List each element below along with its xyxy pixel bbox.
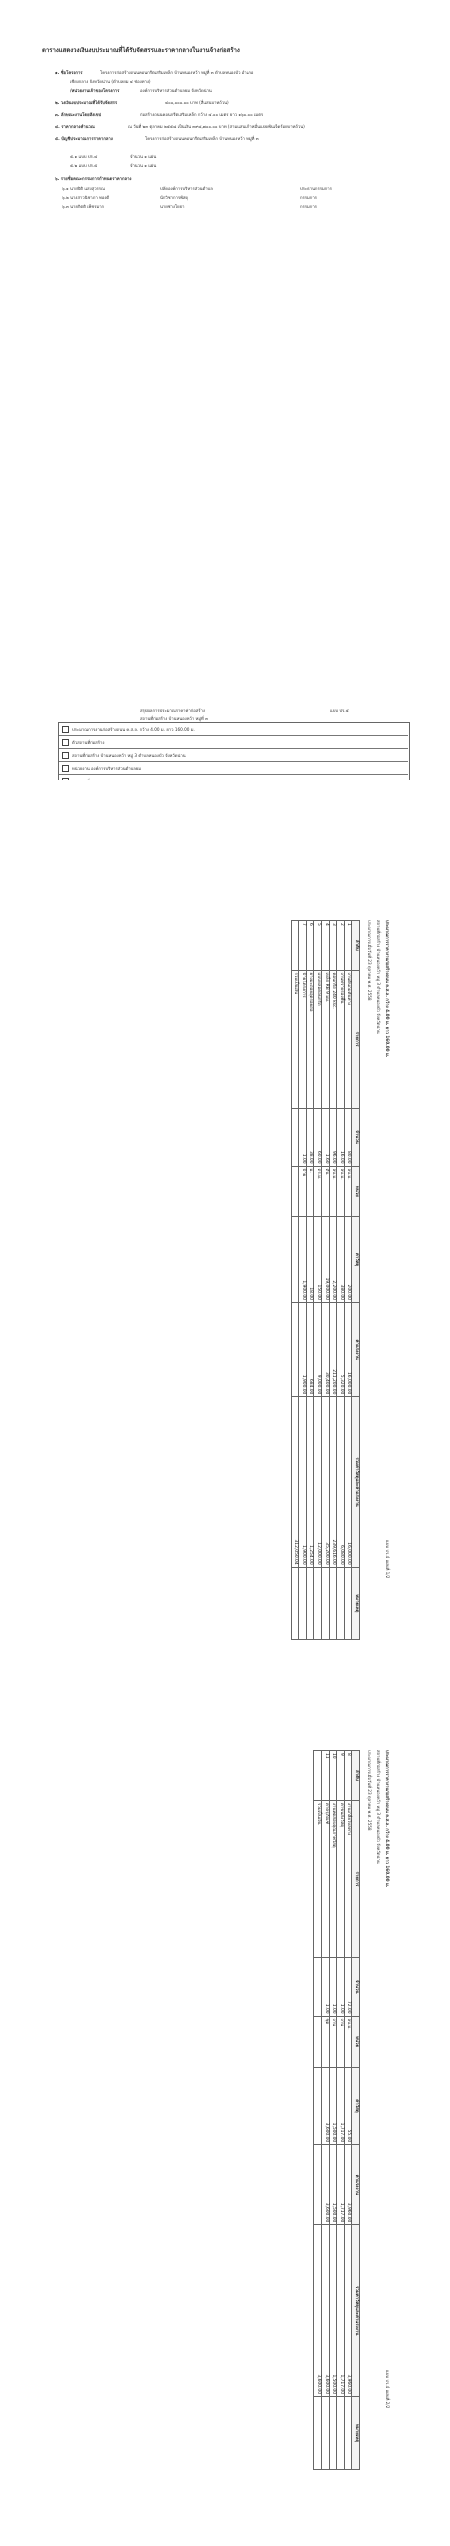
- cell-total: 12,000.00: [314, 1397, 322, 1567]
- page-1-summary: [0, 0, 450, 360]
- pr4-items-table: [313, 1750, 360, 2470]
- cell-labour: 1,900.00: [299, 1302, 307, 1396]
- item1-unit-value: องค์การบริหารส่วนตำบลยม จังหวัดน่าน: [140, 88, 212, 93]
- committee-name: ๖.๓ นายกิตติ เพ็ชรมาก: [62, 204, 105, 209]
- table-row: [322, 1751, 330, 2470]
- pr4-header: แบบ ปร.4 แผ่นที่ 2/2: [385, 2370, 390, 2409]
- cell-total: 239,616.00: [329, 1397, 337, 1567]
- cell-unit: ป้าย: [299, 1166, 307, 1217]
- item1-label: ๑. ชื่อโครงการ: [55, 70, 83, 75]
- cell-qty: 1.00: [337, 1958, 345, 2017]
- item5-value: โครงการก่อสร้างถนนคอนกรีตเสริมเหล็ก บ้านหนองหว้า หมู่ที่ ๓: [145, 136, 259, 141]
- option-label: สถานที่ก่อสร้าง บ้านหนองหว้า หมู่ 3 ตำบลหนองบัว จังหวัดน่าน: [72, 753, 186, 758]
- cell-material: 19,000.00: [322, 1217, 330, 1303]
- page-2-pr5-summary: [0, 360, 450, 780]
- cell-item: ป้ายโครงการ: [299, 970, 307, 1108]
- cell-empty: [291, 921, 299, 971]
- cell-labour: 3,600.00: [322, 2145, 330, 2225]
- item5-label: ๕. บัญชีประมาณการราคากลาง: [55, 136, 113, 141]
- cell-item: งานทรายรองพื้น: [337, 970, 345, 1108]
- col-header: ค่าวัสดุ: [352, 2067, 360, 2145]
- cell-empty: [314, 2016, 322, 2067]
- cell-empty: [291, 1567, 299, 1639]
- col-header: หน่วย: [352, 2016, 360, 2067]
- cell-item: แบบหล่อคอนกรีต: [314, 970, 322, 1108]
- col-header: ค่าแรงงาน: [352, 2145, 360, 2225]
- cell-note: [322, 1567, 330, 1639]
- cell-empty: [291, 1108, 299, 1166]
- cell-material: 1,900.00: [299, 1217, 307, 1303]
- item2-label: ๒. วงเงินงบประมาณที่ได้รับจัดสรร: [55, 100, 118, 105]
- cell-item: คอนกรีต 240 ksc.: [329, 970, 337, 1108]
- pr4-location: สถานที่ก่อสร้าง บ้านหนองหว้า หมู่ 3 ตำบลหนองบัว จังหวัดน่าน: [376, 920, 381, 1034]
- cell-labour: 1,500.00: [329, 2145, 337, 2225]
- pr5-header: สรุปผลการประมาณราคาค่าก่อสร้าง: [140, 708, 205, 713]
- cell-note: [337, 1567, 345, 1639]
- item2-value: ๔๐๐,๐๐๐.๐๐ บาท (สี่แสนบาทถ้วน): [165, 100, 229, 105]
- committee-role: กรรมการ: [300, 204, 317, 209]
- cell-note: [329, 2397, 337, 2470]
- cell-qty: 72.00: [344, 1958, 352, 2017]
- cell-no: 8: [344, 1751, 352, 1801]
- cell-note: [306, 1567, 314, 1639]
- cell-total: 1,500.00: [329, 2225, 337, 2397]
- cell-total: 1,254.00: [306, 1397, 314, 1567]
- col-header: ค่าแรงงาน: [352, 1302, 360, 1396]
- total-label: รวมเป็นเงิน: [291, 970, 299, 1108]
- cell-empty: [314, 2067, 322, 2145]
- cell-total: 35,200.00: [322, 1397, 330, 1567]
- cell-unit: งาน: [329, 2016, 337, 2067]
- cell-unit: ลบ.ม.: [337, 1166, 345, 1217]
- col-header: ลำดับ: [352, 921, 360, 971]
- cell-no: 2: [337, 921, 345, 971]
- total-row: [291, 921, 299, 1640]
- cell-total: 3,600.00: [322, 2225, 330, 2397]
- cell-item: งานเกลี่ยไหล่ทาง: [344, 1800, 352, 1957]
- cell-qty: 38.00: [306, 1108, 314, 1166]
- option-label: ประมาณการงานก่อสร้างถนน ค.ส.ล. กว้าง 4.00 ม. ยาว 160.00 ม.: [72, 727, 195, 732]
- cell-note: [344, 1567, 352, 1639]
- cell-material: 3,600.00: [322, 2067, 330, 2145]
- cell-item: งานทดสอบคุณภาพวัสดุ: [329, 1800, 337, 1957]
- cell-empty: [314, 1958, 322, 2017]
- cell-empty: [291, 1302, 299, 1396]
- committee-role: ประธานกรรมการ: [300, 186, 332, 191]
- cell-labour: 1,717.00: [337, 2145, 345, 2225]
- item3-label: ๓. ลักษณะงานโดยสังเขป: [55, 112, 102, 117]
- cell-note: [329, 1567, 337, 1639]
- pr4-location: สถานที่ก่อสร้าง บ้านหนองหว้า หมู่ 3 ตำบลหนองบัว จังหวัดน่าน: [376, 1750, 381, 1864]
- cell-no: 9: [337, 1751, 345, 1801]
- cell-labour: 5,320.00: [337, 1302, 345, 1396]
- cell-qty: 60.00: [314, 1108, 322, 1166]
- col-header: จำนวน: [352, 1108, 360, 1166]
- cell-empty: [314, 1751, 322, 1801]
- item6-label: ๖. รายชื่อคณะกรรมการกำหนดราคากลาง: [55, 176, 132, 181]
- cell-total: 6,080.00: [337, 1397, 345, 1567]
- cell-labour: 30,400.00: [322, 1302, 330, 1396]
- cell-total: 1,900.00: [299, 1397, 307, 1567]
- pr5-subheader: สถานที่ก่อสร้าง บ้านหนองหว้า หมู่ที่ ๓: [140, 716, 208, 721]
- col-header: จำนวน: [352, 1958, 360, 2017]
- cell-material: 200.00: [344, 1217, 352, 1303]
- cell-no: 6: [306, 921, 314, 971]
- item3-value: ก่อสร้างถนนคอนกรีตเสริมเหล็ก กว้าง ๔.๐๐ เมตร ยาว ๑๖๐.๐๐ เมตร: [140, 112, 264, 117]
- table-row: [329, 1751, 337, 2470]
- cell-unit: ลบ.ม.: [344, 2016, 352, 2067]
- pr4-items-table: [291, 920, 360, 1640]
- cell-material: 1,500.00: [329, 2067, 337, 2145]
- cell-labour: 211,200.00: [329, 1302, 337, 1396]
- table-row: [337, 1751, 345, 2470]
- total-label: รวมเป็นเงิน: [314, 1800, 322, 1957]
- committee-name: ๖.๒ นางสาวนิชาภา ทองดี: [62, 195, 110, 200]
- total-value: 3,600.00: [314, 2225, 322, 2397]
- cell-item: ค่าครุภัณฑ์: [322, 1800, 330, 1957]
- item1-text: โครงการก่อสร้างถนนคอนกรีตเสริมเหล็ก บ้านหนองหว้า หมู่ที่ ๓ ตำบลหนองบัว อำเภอ: [100, 70, 254, 75]
- cell-qty: 1.00: [299, 1108, 307, 1166]
- table-row: [314, 921, 322, 1640]
- cell-unit: งาน: [337, 2016, 345, 2067]
- pr4-header: แบบ ปร.4 แผ่นที่ 1/2: [385, 1540, 390, 1579]
- col-header: รายการ: [352, 1800, 360, 1957]
- pr5-form-id: แบบ ปร.๕: [330, 708, 349, 713]
- table-row: [329, 921, 337, 1640]
- cell-no: 4: [322, 921, 330, 971]
- cell-qty: 80.00: [344, 1108, 352, 1166]
- item5b-label: ๕.๒ แบบ ปร.๕: [70, 163, 98, 168]
- committee-role: กรรมการ: [300, 195, 317, 200]
- cell-note: [314, 1567, 322, 1639]
- pr4-title: ประมาณการราคางานก่อสร้างถนน ค.ส.ล. กว้าง 4.00 ม. ยาว 160.00 ม.: [385, 1750, 390, 1888]
- option-label: หน่วยงาน องค์การบริหารส่วนตำบลยม: [72, 766, 142, 771]
- table-row: [344, 921, 352, 1640]
- cell-qty: 1.00: [322, 1958, 330, 2017]
- cell-material: 1,717.00: [337, 2067, 345, 2145]
- item1-unit-label: /หน่วยงานเจ้าของโครงการ: [70, 88, 120, 93]
- cell-no: 7: [299, 921, 307, 971]
- col-header: หน่วย: [352, 1166, 360, 1217]
- col-header: รายการ: [352, 970, 360, 1108]
- cell-labour: 3,960.00: [344, 2145, 352, 2225]
- cell-unit: ตร.ม.: [314, 1166, 322, 1217]
- col-header: หมายเหตุ: [352, 1567, 360, 1639]
- cell-no: 5: [314, 921, 322, 971]
- cell-no: 11: [322, 1751, 330, 1801]
- cell-item: ยางมะตอยอุดรอยต่อ: [306, 970, 314, 1108]
- cell-item: ค่าขนส่งวัสดุ: [337, 1800, 345, 1957]
- committee-position: ปลัดองค์การบริหารส่วนตำบล: [160, 186, 213, 191]
- col-header: ค่าวัสดุ: [352, 1217, 360, 1303]
- cell-empty: [314, 2145, 322, 2225]
- page-title: ตารางแสดงวงเงินงบประมาณที่ได้รับจัดสรรและราคากลางในงานจ้างก่อสร้าง: [42, 47, 240, 54]
- item1-text-2: เชียงกลาง จังหวัดน่าน (ตำบลยม ๔ ช่องทาง): [70, 79, 151, 84]
- cell-note: [322, 2397, 330, 2470]
- table-row: [337, 921, 345, 1640]
- cell-material: 18.00: [306, 1217, 314, 1303]
- item5a-label: ๕.๑ แบบ ปร.๔: [70, 154, 98, 159]
- committee-position: นายช่างโยธา: [160, 204, 185, 209]
- cell-unit: ลบ.ม.: [329, 1166, 337, 1217]
- col-header: รวมค่าวัสดุและค่าแรงงาน: [352, 2225, 360, 2397]
- cell-total: 1,717.00: [337, 2225, 345, 2397]
- table-row: [306, 921, 314, 1640]
- cell-qty: 16.00: [337, 1108, 345, 1166]
- cell-unit: ม.: [306, 1166, 314, 1217]
- item4-label: ๔. ราคากลางคำนวณ: [55, 124, 95, 129]
- table-row: [344, 1751, 352, 2470]
- cell-qty: 1.60: [322, 1108, 330, 1166]
- table-row: [299, 921, 307, 1640]
- item4-value: ณ วันที่ ๒๓ ตุลาคม ๒๕๕๘ เป็นเงิน ๓๙๘,๗๐๐.๐๐ บาท (สามแสนเก้าหมื่นแปดพันเจ็ดร้อยบาทถ้วน): [128, 124, 305, 129]
- page-3-pr4-sheet1: [0, 780, 450, 1660]
- cell-material: 2,200.00: [329, 1217, 337, 1303]
- cell-labour: 9,000.00: [314, 1302, 322, 1396]
- option-label: ตัวสถานที่ก่อสร้าง: [72, 740, 105, 745]
- col-header: ลำดับ: [352, 1751, 360, 1801]
- cell-total: 16,000.00: [344, 1397, 352, 1567]
- cell-total: 3,960.00: [344, 2225, 352, 2397]
- item5a-value: จำนวน ๑ แผ่น: [130, 154, 157, 159]
- cell-labour: 684.00: [306, 1302, 314, 1396]
- cell-unit: ตัน: [322, 1166, 330, 1217]
- committee-position: นักวิชาการพัสดุ: [160, 195, 189, 200]
- pr4-date: ประมาณการเมื่อวันที่ 23 ตุลาคม พ.ศ. 2558: [367, 1750, 372, 1831]
- pr4-title: ประมาณการราคางานก่อสร้างถนน ค.ส.ล. กว้าง 4.00 ม. ยาว 160.00 ม.: [385, 920, 390, 1058]
- cell-material: 380.00: [337, 1217, 345, 1303]
- item5b-value: จำนวน ๑ แผ่น: [130, 163, 157, 168]
- cell-material: 55.00: [344, 2067, 352, 2145]
- cell-empty: [291, 1166, 299, 1217]
- cell-unit: ชุด: [322, 2016, 330, 2067]
- cell-empty: [291, 1217, 299, 1303]
- cell-labour: 16,000.00: [344, 1302, 352, 1396]
- cell-item: เหล็ก RB 9 มม.: [322, 970, 330, 1108]
- cell-no: 3: [329, 921, 337, 971]
- cell-no: 1: [344, 921, 352, 971]
- cell-qty: 96.00: [329, 1108, 337, 1166]
- cell-material: 150.00: [314, 1217, 322, 1303]
- total-value: 312,050.04: [291, 1397, 299, 1567]
- cell-note: [344, 2397, 352, 2470]
- cell-unit: ลบ.ม.: [344, 1166, 352, 1217]
- cell-empty: [314, 2397, 322, 2470]
- cell-no: 10: [329, 1751, 337, 1801]
- total-row: [314, 1751, 322, 2470]
- table-row: [322, 921, 330, 1640]
- cell-note: [337, 2397, 345, 2470]
- cell-item: งานดินถมคันทาง: [344, 970, 352, 1108]
- page-4-pr4-sheet2: [0, 1660, 450, 2546]
- committee-name: ๖.๑ นายปิติ แสงสุวรรณ: [62, 186, 105, 191]
- pr4-date: ประมาณการเมื่อวันที่ 23 ตุลาคม พ.ศ. 2558: [367, 920, 372, 1001]
- col-header: รวมค่าวัสดุและค่าแรงงาน: [352, 1397, 360, 1567]
- cell-note: [299, 1567, 307, 1639]
- cell-qty: 1.00: [329, 1958, 337, 2017]
- col-header: หมายเหตุ: [352, 2397, 360, 2470]
